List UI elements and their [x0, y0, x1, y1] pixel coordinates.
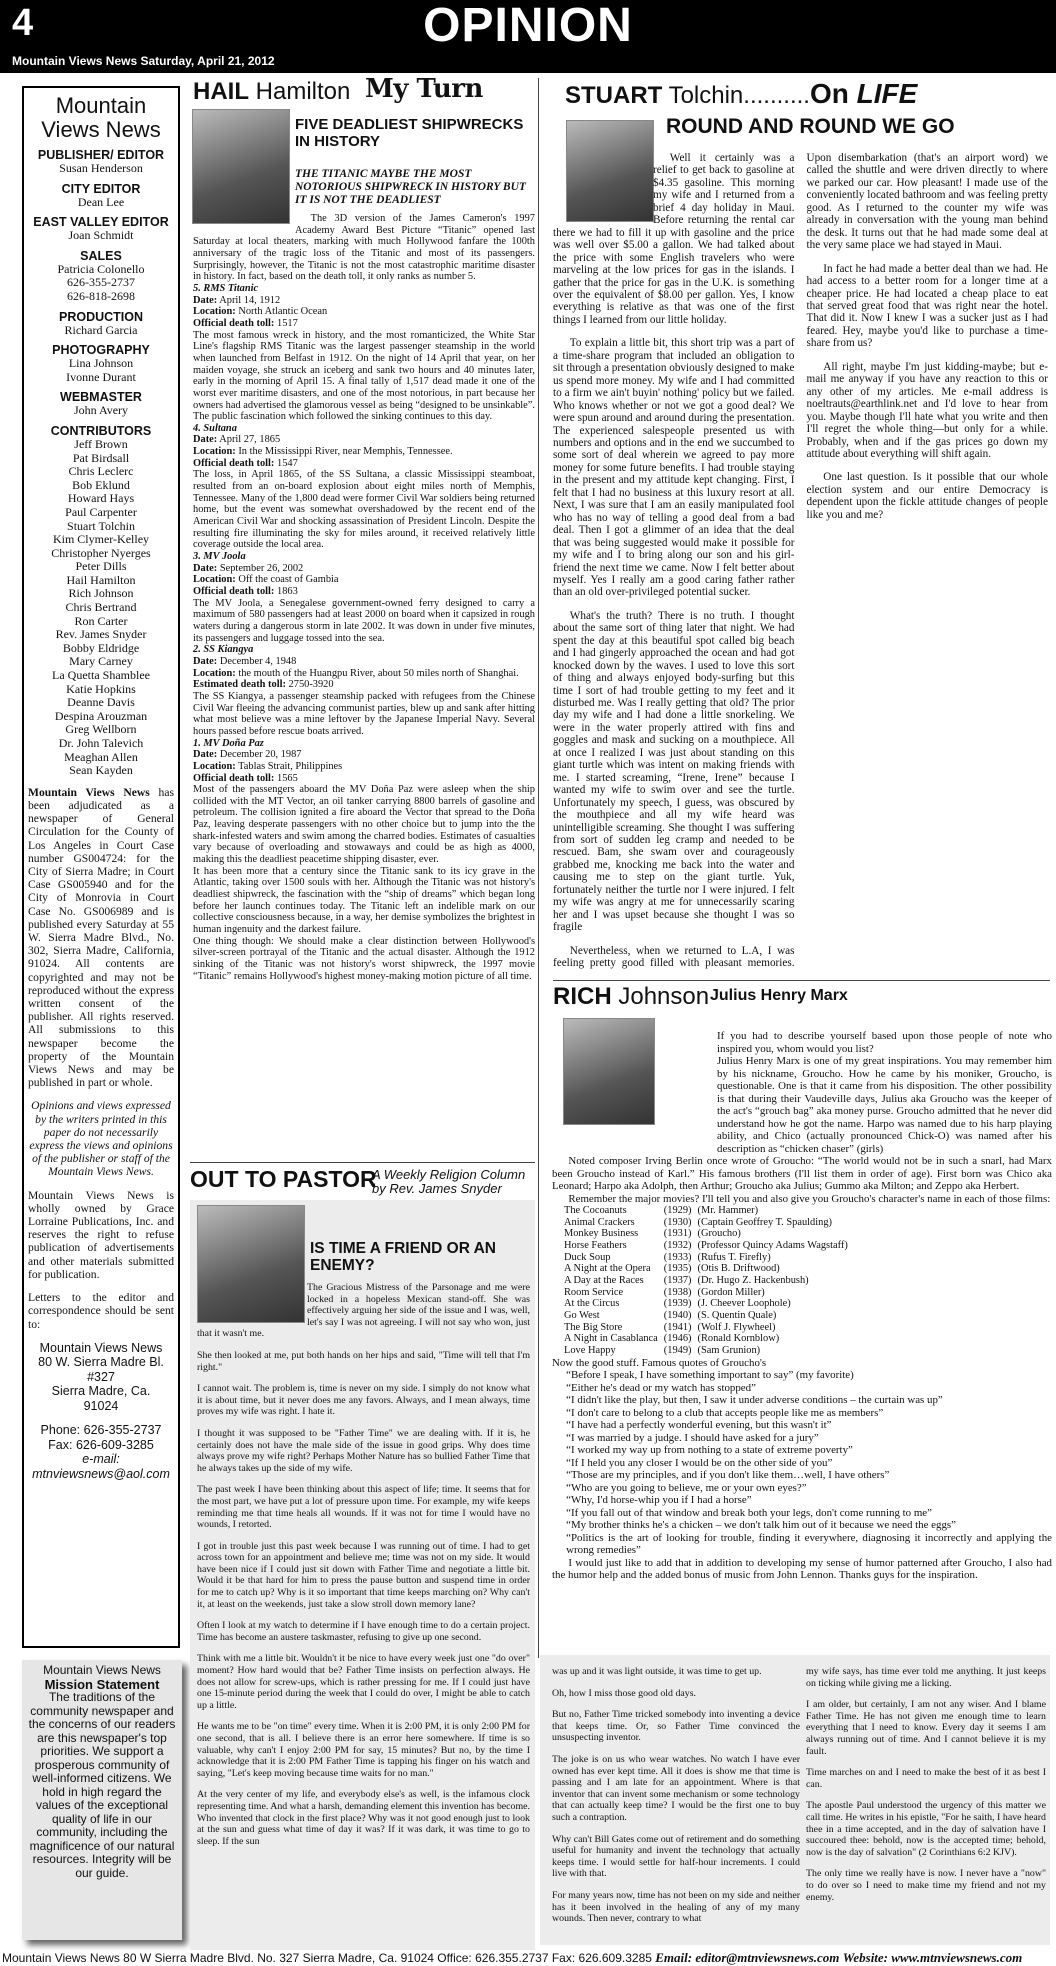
staff-member: Hail Hamilton: [66, 572, 136, 587]
tolchin-paragraph: Nevertheless, when we returned to L.A, I was feeling pretty good filled with pleasant memories. Upon disembarkation (that's an airport word) we called the shuttle and were driven directly to where we parked our car. How pleasant! I made use of the conveniently located bathroom and was feeling pretty good. As I returned to the counter my wife was already in conversation with the young man behind the desk. It turns out that he had made some deal at the very same place we had stayed in Maui.: [553, 152, 1048, 970]
film-row: [564, 1240, 854, 1252]
groucho-quote: “Those are my principles, and if you don't like them…well, I have others”: [566, 1469, 890, 1482]
staff-member: Jeff Brown: [74, 436, 128, 451]
film-row: [564, 1205, 854, 1217]
pastor-paragraph: Think with me a little bit. Wouldn't it be nice to have every week just one "do over" moment? How hard would that be? Father Time insists on perfection always. He does not allow for screw-ups, which is rather pressing for me. If I could just have one 15-minute period during the week that I could do over, I might be able to catch up a little.: [197, 1653, 530, 1711]
value: December 20, 1987: [219, 749, 302, 761]
wreck-toll: [193, 458, 535, 470]
film-character: (Gordon Miller): [697, 1286, 765, 1298]
label: Location:: [193, 667, 236, 679]
film-row: [564, 1275, 854, 1287]
staff-member: Deanne Davis: [67, 695, 135, 710]
wreck-name: 2. SS Kiangya: [193, 644, 254, 656]
film-title: The Big Store: [564, 1321, 623, 1333]
film-row: [564, 1228, 854, 1240]
pastor-paragraph: I thought it was supposed to be "Father Time" we are dealing with. If it is, he certainly does not have the male side of the issue in good grips. Why does time always prove my wife right? Perhaps Mother Nature has so bullied Father Time that he always takes up the side of my wife.: [197, 1427, 530, 1474]
value: 1565: [277, 772, 298, 784]
staff-role-heading: CONTRIBUTORS: [50, 423, 152, 438]
film-year: (1931): [663, 1228, 692, 1240]
groucho-quote: “Either he's dead or my watch has stopped”: [566, 1381, 756, 1394]
groucho-quote: “Before I speak, I have something important to say” (my favorite): [566, 1369, 854, 1382]
mailing-address: [28, 1341, 174, 1414]
pastor-kicker: OUT TO PASTOR: [190, 1166, 377, 1192]
value: 1863: [277, 586, 298, 597]
johnson-closing: I would just like to add that in addition to developing my sense of humor patterned after Groucho, I also had the humor help and the added bonus of music from John Lennon. Thanks guys for the inspiration.: [552, 1556, 1052, 1582]
film-year: (1946): [663, 1333, 692, 1345]
film-character: (S. Quentin Quale): [697, 1309, 777, 1321]
pastor-body-col1: [197, 1282, 530, 1947]
staff-member: Lina Johnson: [68, 356, 134, 371]
film-year: (1933): [663, 1251, 692, 1263]
label: Estimated death toll:: [193, 679, 286, 691]
staff-role-heading: CITY EDITOR: [61, 181, 141, 196]
film-title: A Day at the Races: [564, 1274, 644, 1286]
hamilton-article-body: [193, 213, 535, 1158]
film-row: [564, 1345, 854, 1357]
film-row: [564, 1333, 854, 1345]
address-line: #327: [87, 1369, 115, 1384]
pastor-paragraph: For many years now, time has not been on my side and neither has it been involved in the healing of any of my many wounds. Then never, contrary to what: [552, 1889, 800, 1925]
film-year: (1939): [663, 1298, 692, 1310]
hamilton-kicker: HAIL Hamilton: [193, 78, 351, 105]
ownership-notice: Mountain Views News is wholly owned by Grace Lorraine Publications, Inc. and reserves the right to refuse publication of advertisements and other materials submitted for publication.: [28, 1188, 174, 1281]
staff-roles: [28, 148, 174, 778]
film-character: (Mr. Hammer): [697, 1205, 759, 1216]
staff-member: Patricia Colonello: [57, 261, 145, 276]
film-title: At the Circus: [564, 1298, 620, 1310]
tolchin-article-body: [553, 152, 1048, 977]
paper-name: Mountain Views News: [41, 93, 161, 142]
wreck-name: 1. MV Doña Paz: [193, 737, 264, 749]
staff-member: Ivonne Durant: [66, 369, 136, 384]
tolchin-paragraph: All right, maybe I'm just kidding-maybe; but e-mail me anyway if you have any reaction to this or any other of my articles. Me e-mail address is noeltrauts@earthlink.net and I'd love to hear from you. Maybe though I'll hate what you write and then I'll regret the whole thing—but only for a while. Probably, when and if the gas prices go down my attitude about everything will shift again.: [806, 360, 1048, 460]
value: 1517: [277, 317, 298, 329]
footer-address: Mountain Views News 80 W Sierra Madre Blvd. No. 327 Sierra Madre, Ca. 91024 Office: 626.355.2737 Fax: 626.609.3285: [2, 1951, 652, 1965]
staff-role-heading: PHOTOGRAPHY: [52, 343, 150, 358]
film-title: A Night in Casablanca: [564, 1333, 658, 1345]
label: Date:: [193, 655, 218, 667]
film-character: (Ronald Kornblow): [697, 1333, 780, 1345]
film-row: [564, 1217, 854, 1229]
label: Official death toll:: [193, 457, 275, 469]
wreck-description: The most famous wreck in history, and the most romanticized, the White Star Line's flagship RMS Titanic was the largest passenger steamship in the world when launched from Belfast in 1912. On the night of 14 April that year, on her maiden voyage, she struck an iceberg and sank two hours and 40 minutes later, early in the morning of April 15. A final tally of 1,517 dead made it one of the worst ever maritime disasters, and one of the most notorious, in part because her owners had advertised the glamorous vessel as being “designed to be unsinkable”. The public fascination which followed the sinking continues to this day.: [193, 329, 535, 423]
legal-lead: Mountain Views News: [28, 785, 150, 799]
value: 1547: [277, 457, 298, 469]
masthead: [0, 0, 1056, 73]
staff-role-heading: WEBMASTER: [60, 390, 142, 405]
film-character: (Rufus T. Firefly): [697, 1251, 771, 1263]
film-title: Monkey Business: [564, 1228, 639, 1240]
film-title: Animal Crackers: [564, 1216, 635, 1228]
page-number: 4: [12, 2, 34, 44]
film-character: (Groucho): [697, 1228, 741, 1240]
staff-member: Greg Wellborn: [65, 722, 137, 737]
pastor-paragraph: Time marches on and I need to make the best of it as best I can.: [806, 1767, 1046, 1790]
film-year: (1930): [663, 1216, 692, 1228]
film-title: Room Service: [564, 1286, 624, 1298]
wreck-description: The MV Joola, a Senegalese government-owned ferry designed to carry a maximum of 580 passengers had at least 2000 on board when it capsized in rough waters during a dangerous storm in late 2002. It was down in under five minutes, its passengers and luggage tossed into the sea.: [193, 597, 535, 644]
wreck-toll: [193, 773, 535, 785]
pastor-paragraph: Why can't Bill Gates come out of retirement and do something useful for humanity and invent the technology that actually keeps time. I would settle for half-hour increments. I could live with that.: [552, 1833, 800, 1880]
hamilton-closing: One thing though: We should make a clear distinction between Hollywood's silver-screen portrayal of the Titanic and the actual disaster. Although the 1912 sinking of the Titanic was not history's worst shipwreck, the 1997 movie “Titanic” remains Hollywood's highest money-making motion picture of all time.: [193, 935, 535, 982]
label: Date:: [193, 434, 218, 446]
value: In the Mississippi River, near Memphis, Tennessee.: [238, 446, 453, 458]
contact-line: e-mail:: [82, 1452, 120, 1467]
column-divider: [538, 78, 539, 1658]
tolchin-paragraph: One last question. Is it possible that our whole election system and our entire Democracy is dependent upon the fickle attitude changes of people like you and me?: [806, 471, 1048, 521]
pastor-paragraph: was up and it was light outside, it was time to get up.: [552, 1666, 762, 1677]
staff-member: Peter Dills: [75, 559, 127, 574]
wreck-name: 4. Sultana: [193, 422, 237, 434]
value: North Atlantic Ocean: [238, 306, 328, 318]
groucho-quote: “My brother thinks he's a chicken – we don't talk him out of it because we need the eggs”: [566, 1519, 956, 1532]
pastor-byline: by Rev. James Snyder: [372, 1181, 502, 1196]
johnson-kicker: RICH Johnson: [553, 983, 710, 1010]
groucho-quote: “If you fall out of that window and break both your legs, don't come running to me”: [566, 1506, 932, 1519]
wreck-date: [193, 749, 535, 761]
pastor-paragraph: The only time we really have is now. I never have a "now" to do over so I need to make time my friend and not my enemy.: [806, 1868, 1046, 1903]
groucho-quote: “I was married by a judge. I should have asked for a jury”: [566, 1431, 819, 1444]
contact-line: mtnviewsnews@aol.com: [32, 1466, 170, 1481]
staff-member: Kim Clymer-Kelley: [52, 532, 150, 547]
wreck-date: [193, 295, 535, 307]
film-character: (Dr. Hugo Z. Hackenbush): [697, 1274, 809, 1286]
legal-text: has been adjudicated as a newspaper of General Circulation for the County of Los Angeles in Court Case number GS004724: for the City of Sierra Madre; in Court Case GS005940 and for the City of Monrovia in Court Case No. GS006989 and is published every Saturday at 55 W. Sierra Madre Blvd., No. 302, Sierra Madre, California, 91024. All contents are copyrighted and may not be reproduced without the express written consent of the publisher. All rights reserved. All submissions to this newspaper become the property of the Mountain Views News and may be published in part or whole.: [28, 785, 174, 1090]
label: Official death toll:: [193, 317, 275, 329]
film-row: [564, 1322, 854, 1334]
pastor-paragraph: The Gracious Mistress of the Parsonage and me were locked in a hopeless Mexican stand-off. She was effectively arguing her side of the issue and I was, well, let's say I was not agreeing. I will not say who won, just that it wasn't me.: [197, 1282, 530, 1340]
value: the mouth of the Huangpu River, about 50 miles north of Shanghai.: [238, 667, 519, 679]
pastor-headline: IS TIME A FRIEND OR AN ENEMY?: [310, 1240, 496, 1274]
wreck-date: [193, 563, 535, 575]
film-character: (Otis B. Driftwood): [697, 1263, 780, 1275]
wreck-name: 3. MV Joola: [193, 551, 246, 563]
pastor-body-col3: [806, 1666, 1046, 1946]
groucho-quote: “I have had a perfectly wonderful evening, but this wasn't it”: [566, 1419, 832, 1432]
my-turn-column-title: My Turn: [365, 74, 483, 104]
staff-member: Katie Hopkins: [66, 681, 136, 696]
tolchin-paragraph: Well it certainly was a relief to get back to gasoline at $4.35 gasoline. This morning my wife and I returned from a brief 4 day holiday in Maui. Before returning the rental car there we had to fill it up with gasoline and the price was well over $5.00 a gallon. We had talked about the price with some English travelers who were marveling at the low prices for gas in the islands. I gather that the price for gas in the U.K. is something over the equivalent of $8.00 per gallon. Yes, I know everything is relative as that was one of the first things I learned from our little holiday.: [553, 152, 795, 326]
label: Official death toll:: [193, 586, 275, 597]
hamilton-headline: FIVE DEADLIEST SHIPWRECKS IN HISTORY: [295, 116, 524, 150]
staff-member: Howard Hays: [67, 491, 135, 506]
wreck-date: [193, 656, 535, 668]
tolchin-paragraph: In fact he had made a better deal than we had. He had access to a better room for a longer time at a cheaper price. He had located a cheap place to eat that served great food that was right near the hotel. That did it. Now I knew I was a sucker just as I had feared. Hey, maybe you'd like to purchase a time-share from us?: [806, 262, 1048, 350]
wreck-location: [193, 446, 535, 458]
film-title: Duck Soup: [564, 1251, 611, 1263]
staff-member: Despina Arouzman: [54, 708, 148, 723]
staff-member: Richard Garcia: [64, 322, 138, 337]
label: Date:: [193, 749, 218, 761]
label: Location:: [193, 306, 236, 318]
pastor-column-title: [372, 1168, 525, 1196]
wreck-description: The loss, in April 1865, of the SS Sultana, a classic Mississippi steamboat, resulted from an on-board explosion about eight miles north of Memphis, Tennessee. Many of the 1,800 dead were former Civil War soldiers being returned home, but the event was somewhat overshadowed by the recent end of the American Civil War and shocking assassination of President Lincoln. Despite the resulting fire illuminating the sky for miles around, it received relatively little coverage outside the local area.: [193, 469, 535, 551]
staff-member: Rev. James Snyder: [55, 627, 147, 642]
wreck-date: [193, 434, 535, 446]
staff-member: Mary Carney: [69, 654, 133, 669]
staff-box: [22, 86, 180, 1648]
value: 2750-3920: [288, 679, 334, 691]
staff-member: Bob Eklund: [72, 477, 130, 492]
staff-member: Rich Johnson: [68, 586, 134, 601]
staff-member: 626-355-2737: [67, 275, 135, 290]
johnson-paragraph: If you had to describe yourself based upon those people of note who inspired you, whom would you list?: [717, 1030, 1052, 1055]
pastor-paragraph: Often I look at my watch to determine if I have enough time to do a certain project. Time has become an austere taskmaster, refusing to give up one second.: [197, 1620, 530, 1643]
pastor-paragraph: I am older, but certainly, I am not any wiser. And I blame Father Time. He has not given me enough time to learn everything that I need to know. Every day it seems I am always running out of time. And I cannot believe it is my fault.: [806, 1699, 1046, 1757]
value: April 27, 1865: [219, 434, 281, 446]
staff-role-heading: PUBLISHER/ EDITOR: [37, 148, 165, 162]
staff-member: Chris Leclerc: [68, 464, 134, 479]
groucho-quote: “Who are you going to believe, me or your own eyes?”: [566, 1481, 807, 1494]
pastor-paragraph: The apostle Paul understood the urgency of this matter we call time. He writes in his epistle, "For he saith, I have heard thee in a time accepted, and in the day of salvation have I succoured thee: behold, now is the accepted time; behold, now is the day of salvation" (2 Corinthians 6:2 KJV).: [806, 1800, 1046, 1858]
value: Off the coast of Gambia: [238, 574, 339, 586]
divider: [553, 980, 1050, 981]
staff-member: Dr. John Talevich: [58, 736, 144, 750]
pastor-paragraph: my wife says, has time ever told me anything. It just keeps on ticking while giving me a licking.: [806, 1666, 1046, 1689]
johnson-paragraph: Julius Henry Marx is one of my great inspirations. You may remember him by his nickname, Groucho. How he came by his moniker, Groucho, is questionable. One is that it came from his disposition. The other possibility is that during their Vaudeville days, Julius aka Groucho was the keeper of the act's “grouch bag” aka money purse. Groucho admitted that he never did understand how he got the name. Harpo was named due to his harp playing ability, and Chico (actually pronounced Chick-O) was named after his description as “chicken chaser” (girls): [717, 1055, 1052, 1155]
staff-member: Pat Birdsall: [72, 450, 130, 465]
address-line: 80 W. Sierra Madre Bl.: [38, 1355, 164, 1370]
label: Date:: [193, 294, 218, 306]
mission-text: The traditions of the community newspaper and the concerns of our readers are this newspaper's top priorities. We support a prosperous community of well-informed citizens. We hold in high regard the values of the exceptional quality of life in our community, including the magnificence of our natural resources. Integrity will be our guide.: [28, 1690, 176, 1880]
divider: [190, 1162, 535, 1163]
film-row: [564, 1298, 854, 1310]
pastor-paragraph: The joke is on us who wear watches. No watch I have ever owned has ever kept time. All it does is show me that time is passing and I am late for an appointment. Where is that inventor that can invent some mechanism or some technology that can actually keep time? I would be the first one to buy such a contraption.: [552, 1753, 800, 1823]
film-title: The Cocoanuts: [564, 1205, 627, 1216]
wreck-description: Most of the passengers aboard the MV Doña Paz were asleep when the ship collided with the MT Vector, an oil tanker carrying 8800 barrels of gasoline and petroleum. The collision ignited a fire aboard the Vector that spread to the Doña Paz, leaving desperate passengers with no other choice but to jump into the the shark-infested waters and swim among the charred bodies. Estimates of casualties vary because of overloading and stowaways and could be as high as 4000, making this the deadliest peacetime shipping disaster, ever.: [193, 784, 535, 866]
wreck-name: 5. RMS Titanic: [193, 282, 259, 294]
staff-member: Paul Carpenter: [65, 504, 137, 519]
johnson-headline: Julius Henry Marx: [710, 987, 848, 1004]
address-line: 91024: [83, 1398, 119, 1413]
wreck-location: [193, 668, 535, 680]
film-year: (1935): [663, 1263, 692, 1275]
staff-member: Stuart Tolchin: [67, 518, 135, 533]
value: Tablas Strait, Philippines: [238, 760, 343, 772]
legal-notice: [28, 786, 174, 1090]
staff-member: La Quetta Shamblee: [52, 668, 150, 683]
film-character: (Professor Quincy Adams Wagstaff): [697, 1239, 848, 1251]
mission-statement: [22, 1660, 182, 1940]
film-row: [564, 1310, 854, 1322]
pastor-body-col2: [552, 1666, 800, 1946]
disclaimer: Opinions and views expressed by the writers printed in this paper do not necessarily express the views and opinions of the publisher or staff of the Mountain Views News.: [29, 1099, 173, 1179]
staff-member: Susan Henderson: [59, 161, 143, 175]
wreck-location: [193, 761, 535, 773]
wreck-location: [193, 574, 535, 586]
footer-email[interactable]: Email: editor@mtnviewsnews.com: [655, 1950, 840, 1965]
staff-member: John Avery: [73, 403, 129, 418]
wreck-toll: [193, 586, 535, 598]
staff-member: Dean Lee: [77, 194, 125, 209]
staff-member: Joan Schmidt: [68, 228, 134, 243]
staff-member: Sean Kayden: [69, 763, 133, 778]
film-year: (1932): [663, 1239, 692, 1251]
film-year: (1949): [663, 1344, 692, 1356]
groucho-quote: “I don't care to belong to a club that accepts people like me as members”: [566, 1406, 884, 1419]
film-year: (1929): [663, 1205, 692, 1216]
footer-website[interactable]: Website: www.mtnviewsnews.com: [842, 1950, 1023, 1965]
staff-member: Chris Bertrand: [65, 600, 137, 615]
value: September 26, 2002: [219, 562, 304, 574]
label: Official death toll:: [193, 772, 275, 784]
groucho-quote: “I didn't like the play, but then, I saw it under adverse conditions – the curtain was up”: [566, 1394, 943, 1407]
staff-role-heading: PRODUCTION: [58, 309, 144, 324]
tolchin-kicker: STUART Tolchin..........On LIFE: [565, 78, 918, 109]
address-line: Sierra Madre, Ca.: [51, 1384, 151, 1399]
groucho-quote: “I worked my way up from nothing to a state of extreme poverty”: [566, 1444, 853, 1457]
mission-title: Mission Statement: [44, 1676, 160, 1692]
tolchin-paragraph: What's the truth? There is no truth. I thought about the same sort of thing later that night. We had spent the day at this beautiful spot called big beach and I had gingerly approached the ocean and had got knocked down by the waves. I used to love this sort of thing and always enjoyed body-surfing but this time I sort of had trouble getting to my feet and it disturbed me. Was I really getting that old? The prior day my wife and I had done a little snorkeling. We were in the water properly attired with fins and goggles and mask and sucking on a mouthpiece. All at once I realized I was just about standing on this giant turtle which was intent on making friends with me. I started screaming, “Irene, Irene” because I wanted my wife to swim over and see the turtle. Unfortunately my speech, I guess, was obscured by the mouthpiece and all my wife heard was unintelligible screaming. She thought I was suffering from sort of sudden leg cramp and needed to be rescued. Bam, she swam over and courageously grabbed me, knocking me back into the water and causing me to step on the giant turtle. Yuk, fortunately neither the turtle nor I were injured. I felt my wife was angry at me for unnecessarily scaring her and I was upset because she thought I was so fragile: [553, 609, 795, 934]
label: Location:: [193, 760, 236, 772]
pastor-paragraph: But no, Father Time tricked somebody into inventing a device that keeps time. Or, so Father Time convinced the unsuspecting inventor.: [552, 1709, 800, 1744]
film-title: Go West: [564, 1309, 600, 1321]
staff-member: Ron Carter: [74, 613, 128, 628]
hamilton-closing: It has been more that a century since the Titanic sank to its icy grave in the Atlantic, taking over 1500 souls with her. Although the Titanic was not history's deadliest shipwreck, the fascination with the “ship of dreams” which began long before her launch continues today. The Titanic left an indelible mark on our collective consciousness because, in a way, her demise symbolizes the brightest in human ingenuity and the darkest failure.: [193, 865, 535, 936]
value: April 14, 1912: [219, 294, 281, 306]
wreck-toll: [193, 318, 535, 330]
film-year: (1940): [663, 1309, 692, 1321]
film-character: (Wolf J. Flywheel): [697, 1321, 776, 1333]
label: Date:: [193, 562, 218, 574]
hamilton-deck: THE TITANIC MAYBE THE MOST NOTORIOUS SHIPWRECK IN HISTORY BUT IT IS NOT THE DEADLIEST: [295, 168, 526, 206]
value: December 4, 1948: [219, 655, 297, 667]
film-title: Love Happy: [564, 1344, 616, 1356]
groucho-quote: “If I held you any closer I would be on the other side of you”: [566, 1456, 833, 1469]
film-row: [564, 1252, 854, 1264]
dateline: Mountain Views News Saturday, April 21, 2012: [12, 54, 275, 68]
films-table: [564, 1205, 854, 1357]
pastor-paragraph: Oh, how I miss those good old days.: [552, 1687, 697, 1699]
pastor-paragraph: She then looked at me, put both hands on her hips and said, "Time will tell that I'm right.": [197, 1349, 530, 1373]
film-year: (1938): [663, 1286, 692, 1298]
pastor-paragraph: He wants me to be "on time" every time. When it is 2:00 PM, it is only 2:00 PM for one second, that is all. I believe there is an error here somewhere. If time is so valuable, why can't I enjoy 2:00 PM for say, 15 minutes? But no, by the time I acknowledge that it is 2:00 PM Father Time is tapping his finger on his watch and saying, "Let's keep moving because time waits for no man.": [197, 1721, 530, 1779]
contact-line: Phone: 626-355-2737: [40, 1423, 162, 1438]
film-year: (1941): [663, 1321, 692, 1333]
wreck-description: The SS Kiangya, a passenger steamship packed with refugees from the Chinese Civil War fleeing the advancing communist parties, blew up and sank after hitting what most believe was a mine leftover by the Japanese Imperial Navy. Several hours passed before rescue boats arrived.: [193, 690, 535, 737]
film-row: [564, 1287, 854, 1299]
film-character: (Sam Grunion): [697, 1344, 761, 1356]
pastor-paragraph: At the very center of my life, and everybody else's as well, is the infamous clock representing time. And what a harsh, demanding element this invention has become. Who invented that clock in the first place? Why was it not good enough just to look at the sun and guess what time of day it was? If it was dark, it was time to go to sleep. If the sun: [197, 1789, 530, 1847]
letters-notice: Letters to the editor and correspondence should be sent to:: [28, 1291, 174, 1331]
staff-member: Meaghan Allen: [64, 749, 138, 764]
hamilton-photo: [192, 109, 290, 224]
section-title: OPINION: [423, 0, 633, 52]
film-character: (J. Cheever Loophole): [697, 1298, 791, 1310]
address-line: Mountain Views News: [39, 1340, 163, 1355]
contact-info: [28, 1423, 174, 1481]
contact-line: Fax: 626-609-3285: [48, 1437, 154, 1452]
groucho-quote: “Politics is the art of looking for trouble, finding it everywhere, diagnosing it incorrectly and applying the wrong remedies”: [566, 1531, 1052, 1557]
quotes-intro: Now the good stuff. Famous quotes of Groucho's: [552, 1356, 767, 1369]
groucho-quote: “Why, I'd horse-whip you if I had a horse”: [566, 1494, 752, 1507]
wreck-location: [193, 306, 535, 318]
staff-role-heading: SALES: [80, 248, 122, 263]
label: Location:: [193, 574, 236, 586]
pastor-paragraph: I cannot wait. The problem is, time is never on my side. I simply do not know what it is about time, but it never does me any favors. Always, and I mean always, time proves my wife was right. I hate it.: [197, 1383, 530, 1418]
johnson-paragraph: Noted composer Irving Berlin once wrote of Groucho: “The world would not be in such a snarl, had Marx been Groucho instead of Karl.” His famous brothers (I'll list them in order of age). First born was Chico aka Leonard; Harpo aka Adolph, then Arthur; Groucho aka Julius; Gummo aka Milton; and Zeppo aka Herbert.: [552, 1155, 1052, 1192]
staff-member: 626-818-2698: [67, 288, 135, 303]
film-year: (1937): [663, 1274, 692, 1286]
pastor-column-name: A Weekly Religion Column: [372, 1167, 526, 1182]
pastor-paragraph: I got in trouble just this past week because I was running out of time. I had to get across town for an appointment and believe me; time was not on my side. It would have been nice if I could just sit down with Father Time and negotiate a little bit. Would it be that hard for him to press the pause button and suspend time in order for me to catch up? Why is it so important that time keeps marching on? Why can't it, at least on the weekends, just take a slow stroll down memory lane?: [197, 1540, 530, 1610]
mission-paper-name: Mountain Views News: [43, 1663, 161, 1677]
wreck-toll: [193, 679, 535, 691]
johnson-article-body: [552, 1030, 1052, 1630]
staff-role-heading: EAST VALLEY EDITOR: [33, 215, 169, 230]
staff-member: Christopher Nyerges: [51, 545, 151, 560]
label: Location:: [193, 446, 236, 458]
film-row: [564, 1263, 854, 1275]
johnson-paragraph: Remember the major movies? I'll tell you and also give you Groucho's character's name in each of those films:: [568, 1192, 1051, 1205]
film-title: Horse Feathers: [564, 1239, 627, 1251]
tolchin-paragraph: To explain a little bit, this short trip was a part of a time-share program that included an obligation to sit through a presentation obviously designed to make us spend more money. My wife and I had committed to a firm we ain't buyin' nothing' policy but we failed. Who knows whether or not we got a good deal? We were spun around and around during the presentation. The experienced salespeople presented us with numbers and options and in the end we succumbed to some sort of deal wherein we agreed to pay more money for some future benefits. I had trouble staying in the present and my attitude kept changing. First, I felt that I had no business at this luxury resort at all. Next, I was sure that I am an easily manipulated fool who has no way of telling a good deal from a bad deal. Then I got a glimmer of an idea that the deal that was being suggested would make it possible for my wife and I to bring along our son and his girl-friend the next time we came. Now I felt better about myself. Yes I really am a good caring father rather than an old over-privileged potential sucker.: [553, 337, 795, 599]
pastor-paragraph: The past week I have been thinking about this aspect of life; time. It seems that for the most part, we have put a lot of pressure upon time. For example, my wife keeps reminding me that time heals all wounds. If it was not for time I would have no wounds, I retorted.: [197, 1484, 530, 1531]
film-character: (Captain Geoffrey T. Spaulding): [697, 1216, 832, 1228]
film-title: A Night at the Opera: [564, 1263, 651, 1275]
staff-member: Bobby Eldridge: [62, 640, 140, 655]
hamilton-intro: The 3D version of the James Cameron's 1997 Academy Award Best Picture “Titanic” opened last Saturday at local theaters, marking with much Hollywood fanfare the 100th anniversary of the tragic loss of the Titanic and most of its passengers. Surprisingly, however, the Titanic is not the most catastrophic maritime disaster in history. In fact, based on the death toll, it only ranks as number 5.: [193, 213, 535, 283]
footer: [0, 1950, 1056, 1966]
tolchin-headline: ROUND AND ROUND WE GO: [666, 115, 955, 138]
